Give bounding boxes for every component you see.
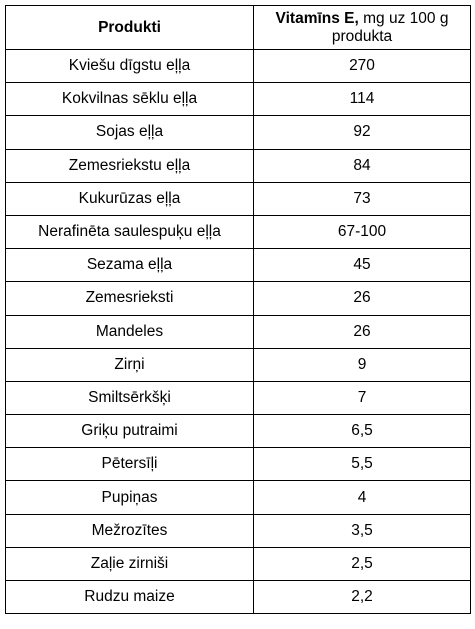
cell-vitamin-e-value: 114: [254, 83, 471, 116]
cell-product: Smiltsērkšķi: [6, 381, 254, 414]
table-row: [6, 50, 471, 83]
cell-product: Sezama eļļa: [6, 249, 254, 282]
cell-product: Kokvilnas sēklu eļļa: [6, 83, 254, 116]
cell-vitamin-e-value: 84: [254, 149, 471, 182]
table-row: [6, 215, 471, 248]
table-row: [6, 581, 471, 614]
cell-vitamin-e-value: 26: [254, 282, 471, 315]
cell-vitamin-e-value: 6,5: [254, 415, 471, 448]
table-row: [6, 547, 471, 580]
table-row: [6, 481, 471, 514]
table-row: [6, 381, 471, 414]
cell-vitamin-e-value: 4: [254, 481, 471, 514]
table-row: [6, 116, 471, 149]
cell-product: Zirņi: [6, 348, 254, 381]
vitamin-e-table: [5, 5, 471, 614]
table-row: [6, 149, 471, 182]
cell-vitamin-e-value: 7: [254, 381, 471, 414]
cell-product: Kukurūzas eļļa: [6, 182, 254, 215]
cell-vitamin-e-value: 2,5: [254, 547, 471, 580]
table-header: [6, 6, 471, 50]
cell-vitamin-e-value: 270: [254, 50, 471, 83]
cell-product: Nerafinēta saulespuķu eļļa: [6, 215, 254, 248]
vitamin-e-table-container: [5, 5, 470, 614]
table-row: [6, 83, 471, 116]
cell-vitamin-e-value: 3,5: [254, 514, 471, 547]
cell-vitamin-e-value: 67-100: [254, 215, 471, 248]
cell-product: Zemesriekstu eļļa: [6, 149, 254, 182]
cell-vitamin-e-value: 5,5: [254, 448, 471, 481]
cell-product: Pupiņas: [6, 481, 254, 514]
cell-vitamin-e-value: 45: [254, 249, 471, 282]
header-vitamin-rest: mg uz 100 g produkta: [331, 9, 449, 45]
table-row: [6, 448, 471, 481]
header-vitamin-bold: Vitamīns E,: [275, 9, 359, 27]
header-row: [6, 6, 471, 50]
table-row: [6, 315, 471, 348]
cell-product: Mežrozītes: [6, 514, 254, 547]
cell-product: Kviešu dīgstu eļļa: [6, 50, 254, 83]
header-product: [6, 6, 254, 50]
cell-vitamin-e-value: 92: [254, 116, 471, 149]
cell-vitamin-e-value: 26: [254, 315, 471, 348]
cell-vitamin-e-value: 73: [254, 182, 471, 215]
cell-product: Mandeles: [6, 315, 254, 348]
table-row: [6, 282, 471, 315]
table-row: [6, 249, 471, 282]
cell-product: Pētersīļi: [6, 448, 254, 481]
header-vitamin-e: [254, 6, 471, 50]
cell-product: Zaļie zirniši: [6, 547, 254, 580]
table-row: [6, 182, 471, 215]
cell-vitamin-e-value: 2,2: [254, 581, 471, 614]
cell-product: Zemesrieksti: [6, 282, 254, 315]
cell-product: Griķu putraimi: [6, 415, 254, 448]
table-row: [6, 514, 471, 547]
cell-product: Rudzu maize: [6, 581, 254, 614]
table-body: [6, 50, 471, 614]
header-product-label: Produkti: [98, 18, 161, 36]
cell-vitamin-e-value: 9: [254, 348, 471, 381]
table-row: [6, 415, 471, 448]
table-row: [6, 348, 471, 381]
cell-product: Sojas eļļa: [6, 116, 254, 149]
